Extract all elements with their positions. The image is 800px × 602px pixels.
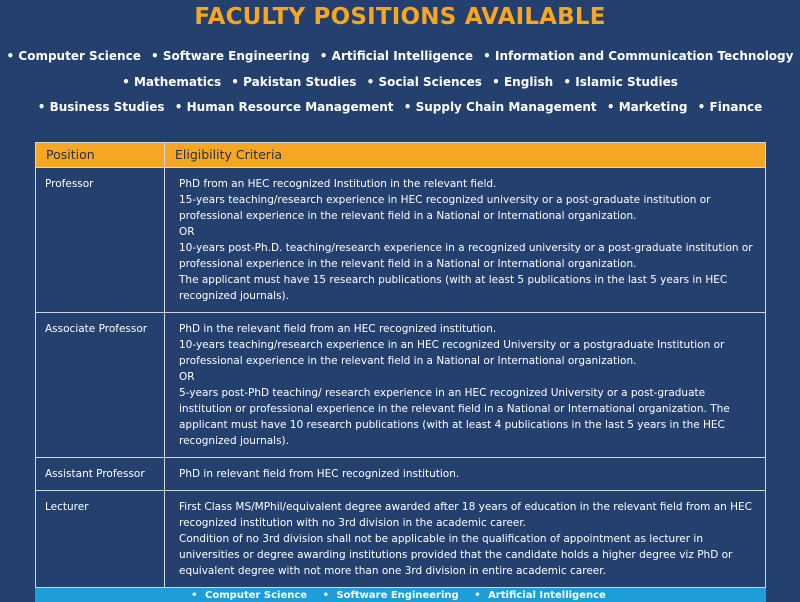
position-cell: Assistant Professor <box>36 458 165 491</box>
table-row <box>36 168 766 313</box>
criteria-line: 5-years post-PhD teaching/ research experience in an HEC recognized University or a post-graduate institution or professional experience in the relevant field in a National or International organization. The applicant must have 10 research publications (with at least 4 publications in the last 5 years in the HEC recognized journals). <box>179 387 730 447</box>
table-row <box>36 491 766 588</box>
criteria-line: OR <box>179 371 195 383</box>
position-cell: Professor <box>36 168 165 313</box>
table-row <box>36 313 766 458</box>
criteria-line: PhD in relevant field from HEC recognized institution. <box>179 468 460 480</box>
department-item: • English <box>492 75 554 89</box>
department-item: • Software Engineering <box>322 590 459 601</box>
eligibility-table <box>35 142 766 588</box>
criteria-line: First Class MS/MPhil/equivalent degree awarded after 18 years of education in the relevant field from an HEC recognized institution with no 3rd division in the academic career. <box>179 501 752 529</box>
department-item: • Computer Science <box>6 49 141 63</box>
criteria-line: Condition of no 3rd division shall not be applicable in the qualification of appointment as lecturer in universities or degree awarding institutions provided that the candidate holds a higher degree viz PhD or equivalent degree with not more than one 3rd division in entire academic career. <box>179 533 733 577</box>
department-item: • Marketing <box>606 100 688 114</box>
criteria-line: PhD from an HEC recognized Institution in the relevant field. <box>179 178 497 190</box>
criteria-cell <box>165 313 766 458</box>
criteria-cell <box>165 491 766 588</box>
criteria-line: 10-years teaching/research experience in an HEC recognized University or a postgraduate Institution or professional experience in the relevant field in a National or International organization. <box>179 339 725 367</box>
department-list-row-2 <box>0 75 800 89</box>
department-item: • Finance <box>697 100 763 114</box>
department-item: • Software Engineering <box>151 49 310 63</box>
department-item: • Artificial Intelligence <box>319 49 473 63</box>
page-title: FACULTY POSITIONS AVAILABLE <box>194 4 606 30</box>
department-list-row-1 <box>0 49 800 63</box>
department-item: • Human Resource Management <box>174 100 394 114</box>
table-row <box>36 458 766 491</box>
criteria-line: 10-years post-Ph.D. teaching/research experience in a recognized university or a post-graduate institution or professional experience in the relevant field in a National or International organization. <box>179 242 753 270</box>
position-cell: Lecturer <box>36 491 165 588</box>
department-item: • Pakistan Studies <box>231 75 357 89</box>
department-item: • Social Sciences <box>366 75 482 89</box>
criteria-cell <box>165 458 766 491</box>
department-item: • Computer Science <box>191 590 308 601</box>
department-list-row-3 <box>0 100 800 114</box>
criteria-line: OR <box>179 226 195 238</box>
criteria-line: 15-years teaching/research experience in HEC recognized university or a post-graduate institution or professional experience in the relevant field in a National or International organization. <box>179 194 711 222</box>
position-cell: Associate Professor <box>36 313 165 458</box>
department-item: • Mathematics <box>122 75 222 89</box>
department-item: • Business Studies <box>37 100 165 114</box>
column-header-eligibility: Eligibility Criteria <box>165 143 766 168</box>
eligibility-table-container <box>35 142 766 588</box>
criteria-cell <box>165 168 766 313</box>
department-item: • Information and Communication Technology <box>483 49 794 63</box>
criteria-line: The applicant must have 15 research publications (with at least 5 publications in the last 5 years in HEC recognized journals). <box>179 274 728 302</box>
criteria-line: PhD in the relevant field from an HEC recognized institution. <box>179 323 497 335</box>
department-item: • Islamic Studies <box>563 75 678 89</box>
department-item: • Supply Chain Management <box>403 100 597 114</box>
department-item: • Artificial Intelligence <box>474 590 606 601</box>
table-header-row <box>36 143 766 168</box>
column-header-position: Position <box>36 143 165 168</box>
